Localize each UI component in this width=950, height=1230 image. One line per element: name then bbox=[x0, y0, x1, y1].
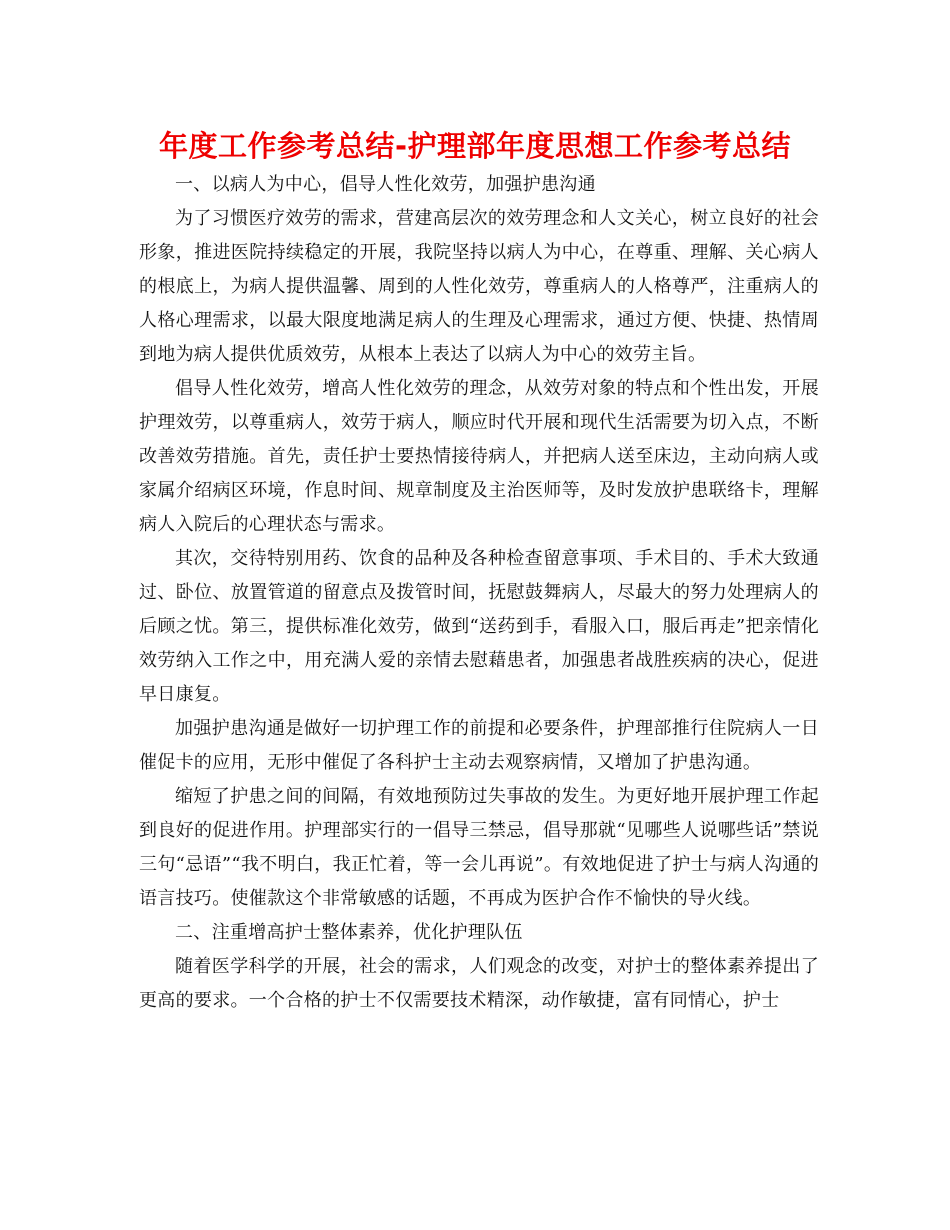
paragraph: 缩短了护患之间的间隔，有效地预防过失事故的发生。为更好地开展护理工作起到良好的促进作用。护理部实行的一倡导三禁忌，倡导那就“见哪些人说哪些话”禁说三句“忌语”“我不明白，我正忙着，等一会儿再说”。有效地促进了护士与病人沟通的语言技巧。使催款这个非常敏感的话题，不再成为医护合作不愉快的导火线。 bbox=[139, 786, 819, 909]
paragraph: 其次，交待特别用药、饮食的品种及各种检查留意事项、手术目的、手术大致通过、卧位、放置管道的留意点及拨管时间，抚慰鼓舞病人，尽最大的努力处理病人的后顾之忧。第三，提供标准化效劳，做到“送药到手，看服入口，服后再走”把亲情化效劳纳入工作之中，用充满人爱的亲情去慰藉患者，加强患者战胜疾病的决心，促进早日康复。 bbox=[139, 548, 819, 705]
section-heading-2: 二、注重增高护士整体素养，优化护理队伍 bbox=[175, 922, 523, 943]
paragraph: 为了习惯医疗效劳的需求，营建高层次的效劳理念和人文关心，树立良好的社会形象，推进医院持续稳定的开展，我院坚持以病人为中心，在尊重、理解、关心病人的根底上，为病人提供温馨、周到的人性化效劳，尊重病人的人格尊严，注重病人的人格心理需求，以最大限度地满足病人的生理及心理需求，通过方便、快捷、热情周到地为病人提供优质效劳，从根本上表达了以病人为中心的效劳主旨。 bbox=[139, 208, 819, 365]
paragraph: 加强护患沟通是做好一切护理工作的前提和必要条件，护理部推行住院病人一日催促卡的应用，无形中催促了各科护士主动去观察病情，又增加了护患沟通。 bbox=[139, 718, 819, 773]
document-body bbox=[139, 168, 819, 1018]
document-title: 年度工作参考总结-护理部年度思想工作参考总结 bbox=[158, 129, 792, 163]
paragraph: 倡导人性化效劳，增高人性化效劳的理念，从效劳对象的特点和个性出发，开展护理效劳，以尊重病人，效劳于病人，顺应时代开展和现代生活需要为切入点，不断改善效劳措施。首先，责任护士要热情接待病人，并把病人送至床边，主动向病人或家属介绍病区环境，作息时间、规章制度及主治医师等，及时发放护患联络卡，理解病人入院后的心理状态与需求。 bbox=[139, 378, 819, 535]
paragraph: 随着医学科学的开展，社会的需求，人们观念的改变，对护士的整体素养提出了更高的要求。一个合格的护士不仅需要技术精深，动作敏捷，富有同情心，护士 bbox=[139, 956, 819, 1011]
section-heading-1: 一、以病人为中心，倡导人性化效劳，加强护患沟通 bbox=[175, 174, 596, 195]
